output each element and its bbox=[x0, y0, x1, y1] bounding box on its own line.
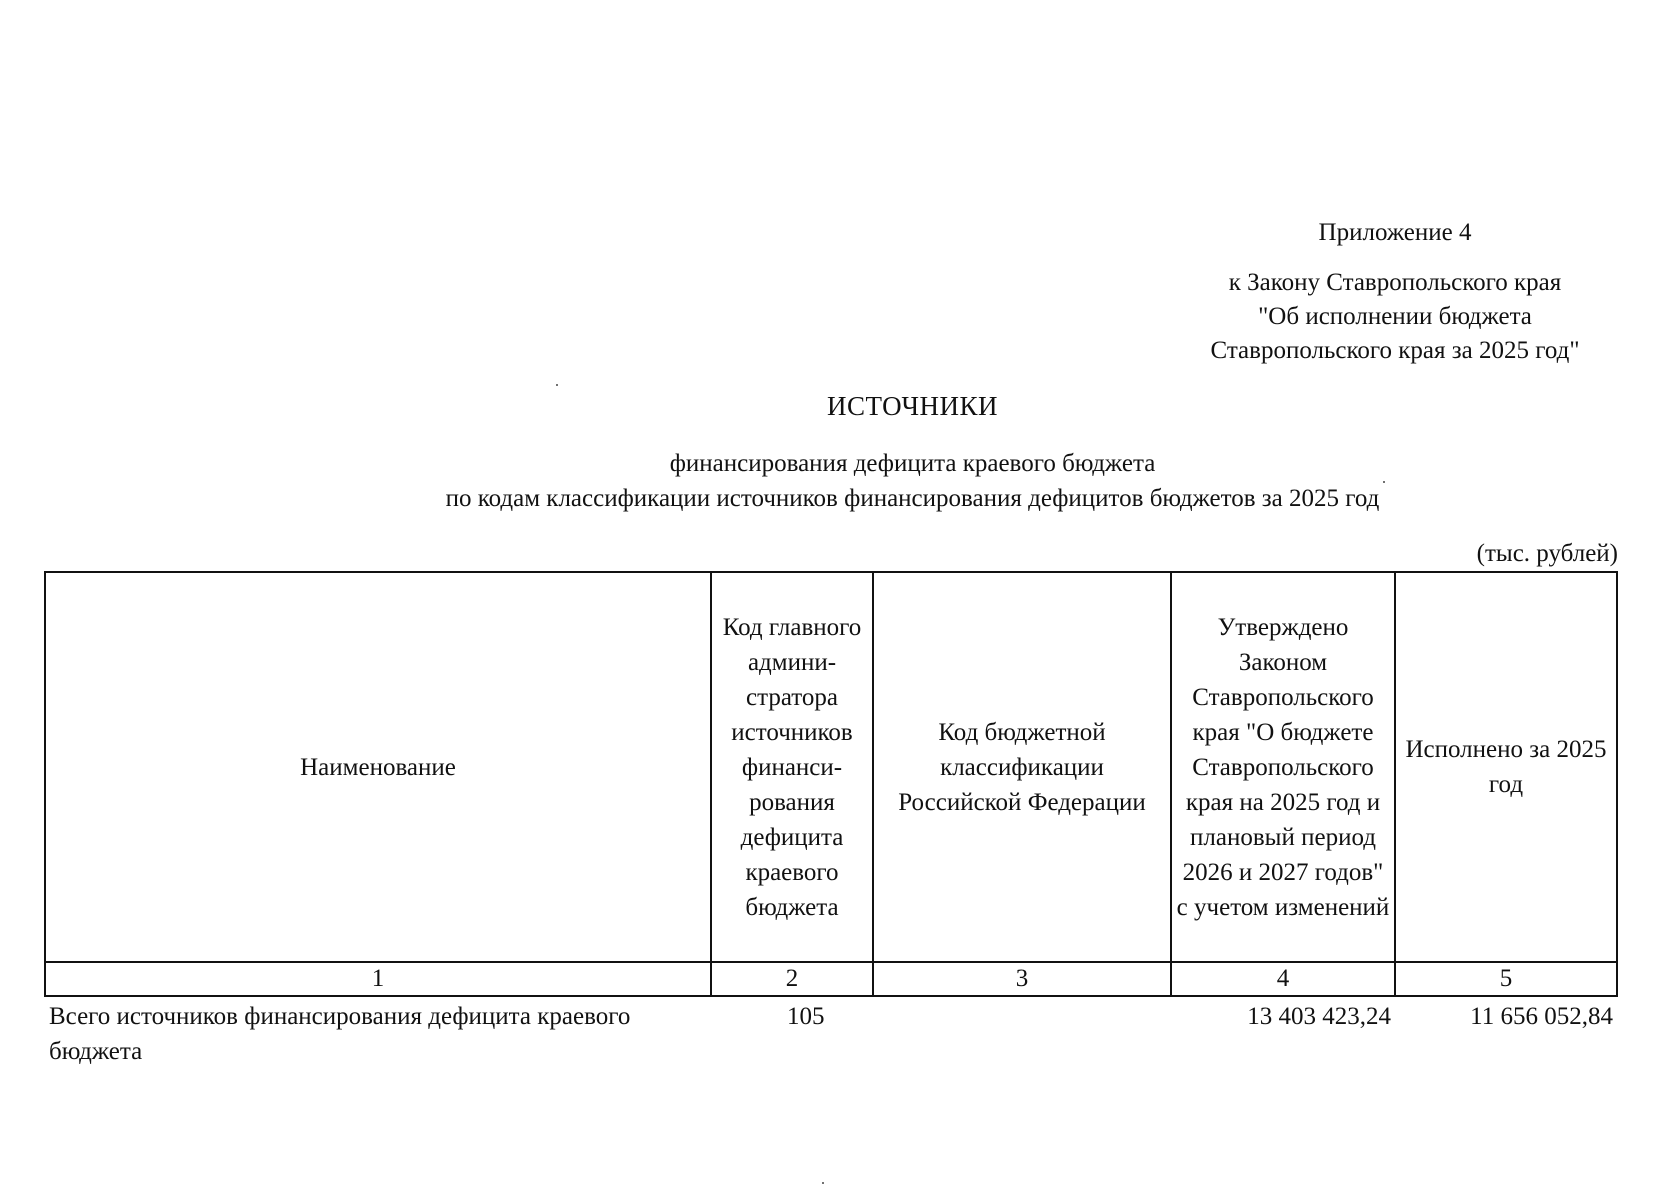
scan-speck bbox=[822, 1182, 824, 1184]
subtitle-line: финансирования дефицита краевого бюджета bbox=[669, 450, 1156, 477]
column-number: 5 bbox=[1395, 962, 1617, 996]
appendix-title: Приложение 4 bbox=[1318, 219, 1472, 246]
column-number: 3 bbox=[873, 962, 1171, 996]
row-approved: 13 403 423,24 bbox=[1247, 1003, 1391, 1030]
document-subtitle bbox=[0, 446, 1675, 516]
column-number-row bbox=[45, 962, 1617, 996]
subtitle-line: по кодам классификации источников финансирования дефицитов бюджетов за 2025 год bbox=[445, 485, 1380, 512]
appendix-line: Ставропольского края за 2025 год" bbox=[1210, 337, 1580, 364]
table-header-row bbox=[45, 572, 1617, 962]
header-budget-code: Код бюджетной классификации Российской Федерации bbox=[873, 572, 1171, 962]
appendix-block bbox=[1185, 216, 1605, 368]
header-approved: Утверждено Законом Ставропольского края "О бюджете Ставропольского края на 2025 год и плановый период 2026 и 2027 годов" с учетом изменений bbox=[1171, 572, 1395, 962]
row-budget-code bbox=[873, 996, 1171, 1069]
column-number: 1 bbox=[45, 962, 711, 996]
scan-speck bbox=[1383, 481, 1385, 483]
row-executed: 11 656 052,84 bbox=[1470, 1003, 1613, 1030]
document-title: ИСТОЧНИКИ bbox=[826, 391, 999, 421]
row-name: Всего источников финансирования дефицита краевого бюджета bbox=[49, 1003, 631, 1065]
appendix-line: к Закону Ставропольского края bbox=[1228, 269, 1562, 296]
units-label: (тыс. рублей) bbox=[1476, 540, 1618, 567]
header-name: Наименование bbox=[45, 572, 711, 962]
column-number: 2 bbox=[711, 962, 873, 996]
table-row bbox=[45, 996, 1617, 1069]
scan-speck bbox=[556, 384, 558, 386]
header-executed: Исполнено за 2025 год bbox=[1395, 572, 1617, 962]
appendix-line: "Об исполнении бюджета bbox=[1258, 303, 1532, 330]
row-admin-code: 105 bbox=[787, 1003, 825, 1030]
column-number: 4 bbox=[1171, 962, 1395, 996]
sources-table bbox=[44, 571, 1618, 1069]
header-admin-code: Код главного админи-стратора источников финанси-рования дефицита краевого бюджета bbox=[711, 572, 873, 962]
